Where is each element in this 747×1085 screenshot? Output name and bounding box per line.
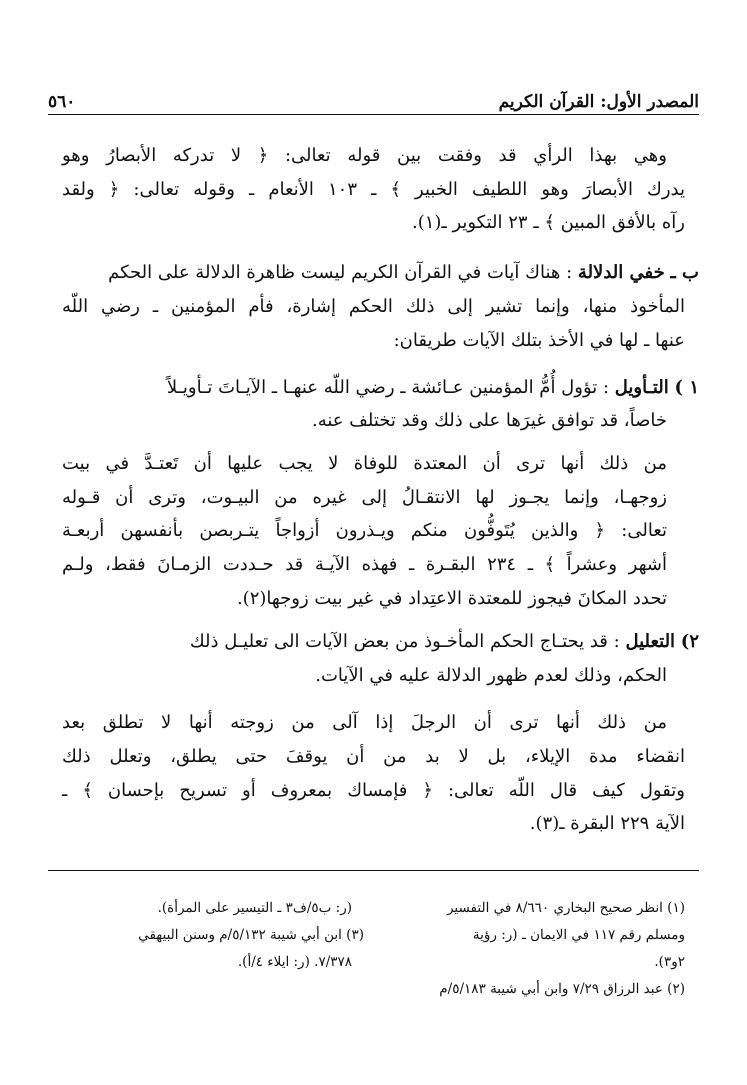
text-line: الآية ٢٢٩ البقرة ـ(٣). [529,813,685,834]
text-line: أشهر وعشراً ﴾ ـ ٢٣٤ البقـرة ـ فهذه الآيـة قد حـددت الزمـانَ فقط، ولـم [62,554,667,575]
running-header [48,82,699,112]
header-title: المصدر الأول: القرآن الكريم [498,92,699,112]
section-text: : هناك آيات في القرآن الكريم ليست ظاهرة الدلالة على الحكم [108,262,573,283]
section-b-heading-line [62,262,699,283]
footnote-line: ٧/٣٧٨. (ر: ايلاء ٤/أ). [237,954,352,970]
item-1-heading-line [62,377,699,398]
text-line: زوجهـا، وإنما يجـوز لها الانتقـالُ إلى غيره من البيـوت، وترى أن قـوله [62,487,667,508]
item-2-heading-line [62,631,699,652]
text-line: عنها ـ لها في الأخذ بتلك الآيات طريقان: [393,330,685,351]
section-title: خفي الدلالة [577,262,665,283]
text-line: تعالى: ﴿ والذين يُتَوفُّون منكم ويـذرون أزواجاً يتـربصن بأنفسهن أربعـة [62,520,667,541]
footnote-line: (ر: ب٥/ف٣ ـ التيسير على المرأة). [157,900,352,916]
footnote-line: (٣) ابن أبي شيبة ٥/١٣٢/م وسنن البيهقي [138,927,364,943]
text-line: وهي بهذا الرأي قد وفقت بين قوله تعالى: ﴿ لا تدركه الأبصارُ وهو [62,145,667,166]
header-rule [48,114,699,115]
text-line: تحدد المكانَ فيجوز للمعتدة الاعتِداد في غير بيت زوجها(٢). [236,588,667,609]
text-line: انقضاء مدة الإيلاء، بل لا بد من أن يوقفَ حتى يطلق، وتعلل ذلك [62,746,685,767]
text-line: من ذلك أنها ترى أن الرجلَ إذا آلى من زوجته أنها لا تطلق بعد [62,712,667,733]
item-title: التـأويل [614,377,669,398]
text-line: من ذلك أنها ترى أن المعتدة للوفاة لا يجب عليها أن تَعتـدَّ في بيت [62,453,667,474]
text-line: المأخوذ منها، وإنما تشير إلى ذلك الحكم إشارة، فأم المؤمنين ـ رضي اللّه [62,296,685,317]
item-text: : قد يحتـاج الحكم المأخـوذ من بعض الآيات الى تعليـل ذلك [189,631,620,652]
text-line: رآه بالأفق المبين ﴾ ـ ٢٣ التكوير ـ(١). [412,212,685,233]
item-title: التعليل [625,631,676,652]
footnote-line: (١) انظر صحيح البخاري ٨/٦٦٠ في التفسير [446,900,685,916]
footnote-line: ومسلم رقم ١١٧ في الايمان ـ (ر: رؤية [472,927,685,943]
item-number: ١ ) [674,377,699,398]
text-line: خاصاً، قد توافق غيرَها على ذلك وقد تختلف عنه. [311,410,667,431]
footnote-line: (٢) عبد الرزاق ٧/٢٩ وابن أبي شيبة ٥/١٨٣/م [439,981,685,997]
item-number: ٢) [680,631,699,652]
text-line: يدرك الأبصارَ وهو اللطيف الخبير ﴾ ـ ١٠٣ الأنعام ـ وقوله تعالى: ﴿ ولقد [62,179,685,200]
page-number: ٥٦٠ [48,92,76,112]
text-line: الحكم، وذلك لعدم ظهور الدلالة عليه في الآيات. [315,665,667,686]
text-line: وتقول كيف قال اللّه تعالى: ﴿ فإمساك بمعروف أو تسريح بإحسان ﴾ ـ [62,780,685,801]
item-text: : تؤول أُمُّ المؤمنين عـائشة ـ رضي اللّه عنهـا ـ الآيـاتَ تـأويـلاً [166,377,610,398]
footnote-line: ٢و٣). [654,954,685,970]
section-marker: ب ـ [670,262,699,283]
footnote-rule [48,870,699,871]
